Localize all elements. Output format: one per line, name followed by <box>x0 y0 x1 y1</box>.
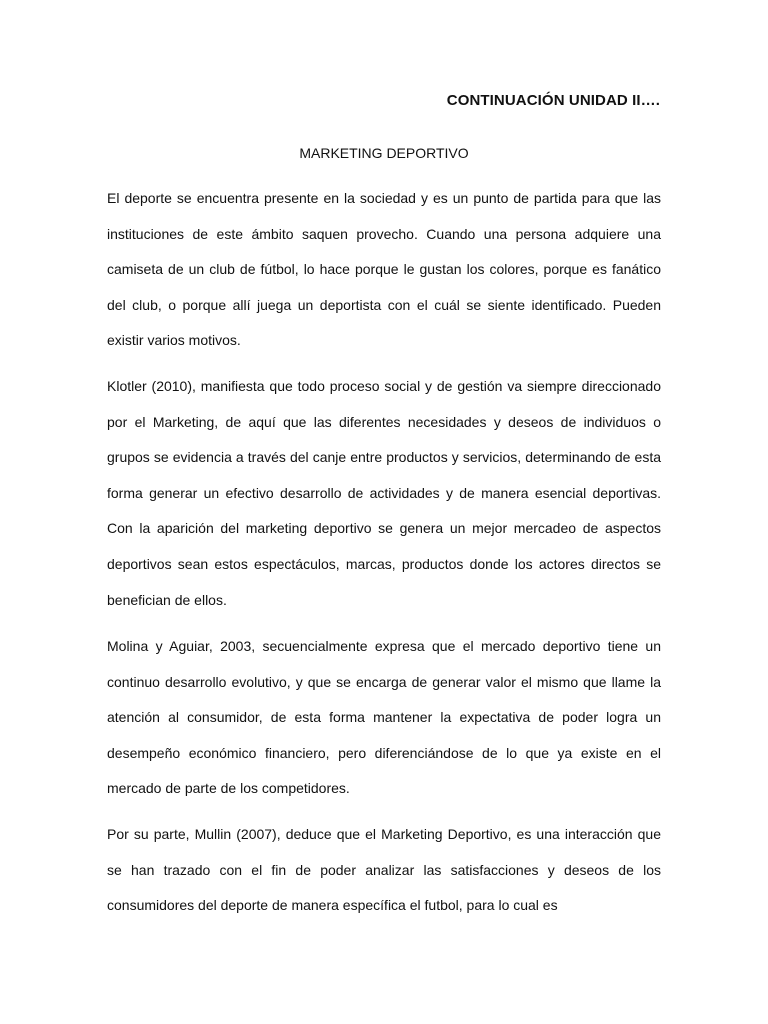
paragraph-mullin: Por su parte, Mullin (2007), deduce que el Marketing Deportivo, es una interacción que se han trazado con el fin de poder analizar las satisfacciones y deseos de los consumidores del deporte de manera específica el futbol, para lo cual es <box>107 826 661 914</box>
document-subtitle: MARKETING DEPORTIVO <box>299 145 469 161</box>
paragraph-deporte-sociedad: El deporte se encuentra presente en la sociedad y es un punto de partida para que las instituciones de este ámbito saquen provecho. Cuando una persona adquiere una camiseta de un club de fútbol, lo hace porque le gustan los colores, porque es fanático del club, o porque allí juega un deportista con el cuál se siente identificado. Pueden existir varios motivos. <box>107 190 661 349</box>
paragraph-klotler: Klotler (2010), manifiesta que todo proceso social y de gestión va siempre direccionado por el Marketing, de aquí que las diferentes necesidades y deseos de individuos o grupos se evidencia a través del canje entre productos y servicios, determinando de esta forma generar un efectivo desarrollo de actividades y de manera esencial deportivas. Con la aparición del marketing deportivo se genera un mejor mercadeo de aspectos deportivos sean estos espectáculos, marcas, productos donde los actores directos se benefician de ellos. <box>107 378 661 608</box>
paragraph-molina-aguiar: Molina y Aguiar, 2003, secuencialmente expresa que el mercado deportivo tiene un continuo desarrollo evolutivo, y que se encarga de generar valor el mismo que llame la atención al consumidor, de esta forma mantener la expectativa de poder logra un desempeño económico financiero, pero diferenciándose de lo que ya existe en el mercado de parte de los competidores. <box>107 638 661 797</box>
document-heading: CONTINUACIÓN UNIDAD II…. <box>446 92 660 109</box>
